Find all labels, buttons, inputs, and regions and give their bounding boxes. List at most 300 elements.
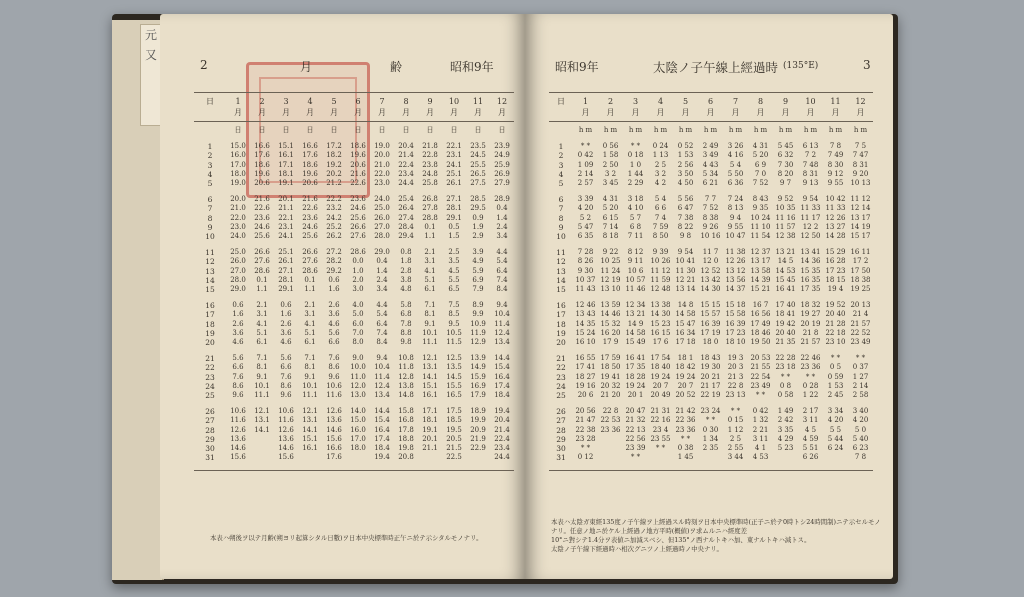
moon-age-cell: 23.0 xyxy=(230,222,246,231)
transit-day-number: 7 xyxy=(558,204,564,214)
transit-day-number: 1 xyxy=(558,142,564,152)
right-footnote-line-1: 本表ハ太陰ガ東經135度ノ子午線ヲ上經過スル時刻ヲ日本中央標準時(正子ニ於テ0時トシ24時間制)ニテ示セルモノナリ。任意ノ地ニ於ケル上經過ノ地方平時(概値)ヲ求ムルニハ經度差 xyxy=(551,518,881,535)
moon-age-cell: 10.0 xyxy=(350,363,366,372)
moon-age-cell: 17.1 xyxy=(278,160,294,169)
moon-age-row-day-9 xyxy=(194,223,514,232)
moon-age-cell: 20.5 xyxy=(446,434,462,443)
moon-age-cell: 6.8 xyxy=(400,310,412,319)
transit-month-suffix: 月 xyxy=(631,108,640,117)
transit-cell: 11 24 xyxy=(600,266,621,275)
moon-age-cell: 19.0 xyxy=(374,142,390,151)
transit-group-gap xyxy=(549,241,873,248)
transit-cell: 10 16 xyxy=(700,232,721,241)
moon-age-day-number: 8 xyxy=(207,213,213,223)
transit-cell: * * xyxy=(580,142,591,151)
moon-age-cell: 29.2 xyxy=(326,266,342,275)
transit-cell: 18 10 xyxy=(725,338,746,347)
moon-age-cell: 20.1 xyxy=(278,195,294,204)
transit-row-day-20 xyxy=(549,338,873,347)
moon-age-day-number: 17 xyxy=(205,310,215,320)
moon-age-cell: 29.4 xyxy=(398,232,414,241)
transit-cell: 17 18 xyxy=(675,338,696,347)
transit-month-number: 6 xyxy=(707,97,714,106)
transit-cell: 12 26 xyxy=(825,213,846,222)
transit-cell: 5 7 xyxy=(629,213,642,222)
moon-age-row-day-6 xyxy=(194,195,514,204)
transit-cell: 20 53 xyxy=(750,354,771,363)
transit-cell: 8 31 xyxy=(802,169,819,178)
moon-age-day-number: 3 xyxy=(207,160,213,170)
right-year: 昭和9年 xyxy=(555,60,599,74)
moon-age-row-day-12 xyxy=(194,257,514,266)
moon-age-cell: 10.6 xyxy=(278,407,294,416)
transit-cell: 22 8 xyxy=(602,407,619,416)
transit-cell: 2 45 xyxy=(827,391,844,400)
open-book xyxy=(112,14,898,584)
moon-age-cell: 16.6 xyxy=(326,444,342,453)
moon-age-cell: 11.5 xyxy=(446,338,462,347)
transit-cell: 23 49 xyxy=(850,338,871,347)
moon-age-cell: 25.6 xyxy=(254,232,270,241)
transit-month-number: 11 xyxy=(830,97,841,106)
moon-age-cell: 12.6 xyxy=(326,407,342,416)
moon-age-month-12 xyxy=(490,93,514,121)
moon-age-row-day-29 xyxy=(194,435,514,444)
moon-age-cell: 3.6 xyxy=(280,328,292,337)
transit-cell: 9 39 xyxy=(652,248,669,257)
transit-month-number: 4 xyxy=(657,97,664,106)
transit-cell: 19 4 xyxy=(827,285,844,294)
transit-cell: 17 41 xyxy=(575,363,596,372)
moon-age-cell: 19.4 xyxy=(494,407,510,416)
transit-cell: 2 21 xyxy=(752,425,769,434)
moon-age-cell: 14.1 xyxy=(254,425,270,434)
moon-age-day-number: 1 xyxy=(207,142,213,152)
moon-age-cell: 1.4 xyxy=(496,213,508,222)
transit-month-number: 10 xyxy=(805,97,816,106)
moon-age-cell: 2.6 xyxy=(280,319,292,328)
moon-age-cell: 18.0 xyxy=(350,444,366,453)
transit-cell: 14 58 xyxy=(625,328,646,337)
moon-age-cell: 24.0 xyxy=(374,195,390,204)
moon-age-unit-label: 日 xyxy=(282,126,290,134)
transit-cell: 10 35 xyxy=(775,204,796,213)
transit-cell: 0 18 xyxy=(627,151,644,160)
moon-age-cell: 9.9 xyxy=(472,310,484,319)
transit-cell: 11 46 xyxy=(625,285,646,294)
transit-month-header xyxy=(549,93,873,122)
moon-age-cell: 16.0 xyxy=(350,425,366,434)
moon-age-cell: 24.1 xyxy=(446,160,462,169)
transit-cell: 12 38 xyxy=(775,232,796,241)
moon-age-cell: 4.9 xyxy=(472,257,484,266)
moon-age-cell: 8.6 xyxy=(328,363,340,372)
right-longitude: (135°E) xyxy=(783,61,819,71)
moon-age-cell: 14.6 xyxy=(278,444,294,453)
transit-cell: 15 18 xyxy=(725,301,746,310)
moon-age-month-number: 2 xyxy=(259,97,265,106)
transit-row-day-26 xyxy=(549,407,873,416)
transit-cell: 6 8 xyxy=(629,222,642,231)
transit-cell: 20 7 xyxy=(652,381,669,390)
transit-month-suffix: 月 xyxy=(781,108,790,117)
moon-age-cell: 15.5 xyxy=(446,381,462,390)
moon-age-row-day-21 xyxy=(194,354,514,363)
moon-age-row-day-27 xyxy=(194,416,514,425)
transit-row-day-15 xyxy=(549,285,873,294)
transit-cell: 5 47 xyxy=(577,222,594,231)
transit-row-day-25 xyxy=(549,391,873,400)
moon-age-cell: 17.4 xyxy=(374,434,390,443)
transit-unit-label: h m xyxy=(653,126,668,134)
moon-age-day-number: 5 xyxy=(207,179,213,189)
transit-cell: 11 12 xyxy=(650,266,671,275)
moon-age-cell: 19.0 xyxy=(230,179,246,188)
moon-age-cell: 25.5 xyxy=(470,160,486,169)
moon-age-cell: 2.9 xyxy=(472,232,484,241)
transit-cell: 3 40 xyxy=(852,407,869,416)
transit-cell: 9 7 xyxy=(779,179,792,188)
transit-cell: 13 42 xyxy=(700,275,721,284)
moon-age-cell: 9.0 xyxy=(352,354,364,363)
moon-age-cell: 26.6 xyxy=(254,248,270,257)
transit-cell: 1 53 xyxy=(677,151,694,160)
transit-cell: 16 39 xyxy=(725,319,746,328)
transit-cell: 4 20 xyxy=(827,416,844,425)
moon-age-cell: 22.5 xyxy=(446,453,462,462)
moon-age-cell: 6.0 xyxy=(352,319,364,328)
moon-age-cell: 23.6 xyxy=(254,213,270,222)
moon-age-month-number: 10 xyxy=(448,97,460,106)
transit-cell: 18 0 xyxy=(702,338,719,347)
transit-cell: 13 56 xyxy=(725,275,746,284)
transit-cell: 8 31 xyxy=(852,160,869,169)
transit-cell: 21 8 xyxy=(802,328,819,337)
moon-age-cell: 13.6 xyxy=(230,434,246,443)
moon-age-cell: 14.6 xyxy=(230,444,246,453)
moon-age-cell: 16.4 xyxy=(494,372,510,381)
transit-month-number: 5 xyxy=(682,97,689,106)
transit-cell: 8 26 xyxy=(577,257,594,266)
transit-cell: 23 55 xyxy=(650,434,671,443)
moon-age-cell: 5.6 xyxy=(328,328,340,337)
moon-age-cell: 19.2 xyxy=(326,160,342,169)
moon-age-cell: 2.6 xyxy=(232,319,244,328)
transit-cell: 23 49 xyxy=(750,381,771,390)
transit-cell: 14 36 xyxy=(800,257,821,266)
moon-age-cell xyxy=(250,453,274,462)
moon-age-cell: 3.0 xyxy=(352,285,364,294)
moon-age-cell: 19.6 xyxy=(350,151,366,160)
moon-age-cell: 24.0 xyxy=(230,232,246,241)
moon-age-cell: 18.1 xyxy=(278,169,294,178)
transit-row-day-13 xyxy=(549,267,873,276)
moon-age-cell: 1.6 xyxy=(232,310,244,319)
transit-cell: 4 31 xyxy=(752,142,769,151)
transit-cell: 2 14 xyxy=(852,381,869,390)
transit-cell: 7 8 xyxy=(854,453,867,462)
transit-cell: 20 52 xyxy=(675,391,696,400)
transit-cell: 9 20 xyxy=(852,169,869,178)
moon-age-cell: 10.8 xyxy=(398,354,414,363)
transit-cell: 21 28 xyxy=(825,319,846,328)
moon-age-cell: 27.1 xyxy=(278,266,294,275)
moon-age-cell: 11.0 xyxy=(350,372,366,381)
moon-age-row-day-26 xyxy=(194,407,514,416)
moon-age-cell: 1.9 xyxy=(472,222,484,231)
transit-cell: 7 59 xyxy=(652,222,669,231)
moon-age-cell: 20.9 xyxy=(470,425,486,434)
transit-row-day-1 xyxy=(549,142,873,151)
transit-row-day-9 xyxy=(549,223,873,232)
transit-cell: 0 58 xyxy=(777,391,794,400)
transit-cell: 3 45 xyxy=(602,179,619,188)
transit-day-number: 9 xyxy=(558,222,564,232)
moon-age-cell: 7.4 xyxy=(496,275,508,284)
moon-age-cell: 22.6 xyxy=(302,204,318,213)
transit-cell: 20 40 xyxy=(825,310,846,319)
transit-month-number: 3 xyxy=(632,97,639,106)
transit-row-day-18 xyxy=(549,320,873,329)
right-title: 太陰ノ子午線上經過時 xyxy=(653,60,779,75)
moon-age-cell: 6.6 xyxy=(232,363,244,372)
moon-age-cell: 7.4 xyxy=(376,328,388,337)
transit-cell: 2 17 xyxy=(802,407,819,416)
moon-age-cell: 10.9 xyxy=(470,319,486,328)
transit-cell: 21 3 xyxy=(727,372,744,381)
moon-age-cell: 12.1 xyxy=(254,407,270,416)
left-page xyxy=(160,14,525,579)
transit-cell: 6 36 xyxy=(727,179,744,188)
transit-cell: 16 41 xyxy=(625,354,646,363)
transit-cell: 17 40 xyxy=(775,301,796,310)
moon-age-cell: 11.4 xyxy=(374,372,390,381)
moon-age-cell: 28.4 xyxy=(398,222,414,231)
transit-row-day-4 xyxy=(549,170,873,179)
moon-age-cell: 28.0 xyxy=(374,232,390,241)
moon-age-unit-label: 日 xyxy=(426,126,434,134)
moon-age-month-suffix: 月 xyxy=(474,108,482,117)
transit-cell: 12 46 xyxy=(575,301,596,310)
transit-cell: 17 54 xyxy=(650,354,671,363)
transit-cell: 20 32 xyxy=(600,381,621,390)
moon-age-cell: 27.4 xyxy=(398,213,414,222)
moon-age-cell: 13.5 xyxy=(446,363,462,372)
transit-cell: 7 4 xyxy=(654,213,667,222)
moon-age-cell: 19.8 xyxy=(398,444,414,453)
transit-cell: 21 20 xyxy=(600,391,621,400)
moon-age-month-5 xyxy=(322,93,346,121)
transit-cell: 23 13 xyxy=(725,391,746,400)
moon-age-cell: 16.1 xyxy=(278,151,294,160)
moon-age-month-number: 5 xyxy=(331,97,337,106)
moon-age-row-day-4 xyxy=(194,170,514,179)
transit-cell: 16 41 xyxy=(775,285,796,294)
moon-age-cell: 1.4 xyxy=(376,266,388,275)
moon-age-group-gap xyxy=(194,241,514,248)
moon-age-cell: 15.9 xyxy=(470,372,486,381)
transit-cell: 22 52 xyxy=(850,328,871,337)
transit-cell: 23 36 xyxy=(600,425,621,434)
moon-age-row-day-1 xyxy=(194,142,514,151)
moon-age-cell: 6.4 xyxy=(376,319,388,328)
moon-age-month-suffix: 月 xyxy=(306,108,314,117)
transit-cell: 7 24 xyxy=(727,195,744,204)
transit-cell: 9 11 xyxy=(627,257,644,266)
transit-day-number: 4 xyxy=(558,169,564,179)
moon-age-day-number: 18 xyxy=(205,319,215,329)
transit-cell: 3 39 xyxy=(577,195,594,204)
moon-age-cell: 8.1 xyxy=(424,310,436,319)
transit-cell: 22 16 xyxy=(650,416,671,425)
moon-age-cell: 14.6 xyxy=(326,425,342,434)
moon-age-cell: 17.8 xyxy=(398,425,414,434)
previous-page-edge xyxy=(112,20,164,580)
transit-day-number: 10 xyxy=(556,232,566,242)
moon-age-unit-label: 日 xyxy=(330,126,338,134)
transit-cell: 17 35 xyxy=(800,285,821,294)
transit-cell: 12 50 xyxy=(800,232,821,241)
transit-cell: 19 24 xyxy=(625,381,646,390)
transit-row-day-22 xyxy=(549,363,873,372)
moon-age-cell xyxy=(466,453,490,462)
moon-age-cell: 12.8 xyxy=(398,372,414,381)
transit-cell: * * xyxy=(830,354,841,363)
moon-age-cell: 7.0 xyxy=(352,328,364,337)
transit-cell: 4 31 xyxy=(602,195,619,204)
transit-cell: 13 21 xyxy=(625,310,646,319)
moon-age-cell: 21.4 xyxy=(494,425,510,434)
moon-age-cell: 9.6 xyxy=(232,391,244,400)
moon-age-cell: 21.0 xyxy=(230,204,246,213)
transit-day-number: 11 xyxy=(556,248,566,258)
moon-age-cell: 7.6 xyxy=(280,372,292,381)
transit-month-suffix: 月 xyxy=(731,108,740,117)
moon-age-day-number: 16 xyxy=(205,301,215,311)
moon-age-cell: 1.6 xyxy=(328,285,340,294)
transit-month-suffix: 月 xyxy=(856,108,865,117)
transit-day-number: 14 xyxy=(556,275,566,285)
moon-age-cell: 5.1 xyxy=(256,328,268,337)
moon-age-cell: 22.0 xyxy=(230,213,246,222)
moon-age-day-number: 9 xyxy=(207,222,213,232)
moon-age-cell: 21.0 xyxy=(374,160,390,169)
moon-age-cell: 2.1 xyxy=(256,301,268,310)
transit-cell: 14 37 xyxy=(725,285,746,294)
transit-unit-label: h m xyxy=(603,126,618,134)
moon-age-cell: 7.1 xyxy=(424,301,436,310)
transit-day-number: 8 xyxy=(558,213,564,223)
transit-cell: 9 26 xyxy=(702,222,719,231)
moon-age-cell: 23.2 xyxy=(326,204,342,213)
moon-age-cell: 4.1 xyxy=(304,319,316,328)
moon-age-cell xyxy=(298,453,322,462)
transit-month-number: 2 xyxy=(607,97,614,106)
moon-age-cell: 12.6 xyxy=(230,425,246,434)
moon-age-cell: 18.9 xyxy=(470,407,486,416)
moon-age-cell: 13.1 xyxy=(302,416,318,425)
moon-age-cell: 28.6 xyxy=(350,248,366,257)
moon-age-cell: 9.4 xyxy=(376,354,388,363)
transit-cell: 4 5 xyxy=(804,425,817,434)
transit-cell: 19 41 xyxy=(600,372,621,381)
transit-cell: 20 21 xyxy=(700,372,721,381)
moon-age-cell: 17.1 xyxy=(422,407,438,416)
transit-cell: 8 20 xyxy=(777,169,794,178)
transit-cell: 4 29 xyxy=(777,434,794,443)
left-title-moon: 月 xyxy=(300,60,313,74)
transit-month-10 xyxy=(798,93,823,121)
transit-cell: 19 42 xyxy=(775,319,796,328)
transit-cell: 3 2 xyxy=(604,169,617,178)
moon-age-cell: 15.8 xyxy=(398,407,414,416)
transit-month-4 xyxy=(648,93,673,121)
moon-age-cell: 22.4 xyxy=(398,160,414,169)
transit-cell: 4 2 xyxy=(654,179,667,188)
transit-cell: 0 5 xyxy=(829,363,842,372)
moon-age-cell: 14.8 xyxy=(398,391,414,400)
transit-cell: 1 58 xyxy=(602,151,619,160)
moon-age-cell: 26.5 xyxy=(470,169,486,178)
transit-cell: 4 16 xyxy=(727,151,744,160)
moon-age-cell: 24.1 xyxy=(278,232,294,241)
moon-age-cell: 22.9 xyxy=(470,444,486,453)
moon-age-cell: 14.4 xyxy=(494,354,510,363)
moon-age-cell: 21.9 xyxy=(470,434,486,443)
moon-age-cell: 15.1 xyxy=(278,142,294,151)
moon-age-cell: 2.4 xyxy=(376,275,388,284)
moon-age-cell: 21.5 xyxy=(446,444,462,453)
transit-cell: 15 23 xyxy=(650,319,671,328)
transit-cell: 4 1 xyxy=(754,444,767,453)
moon-age-month-suffix: 月 xyxy=(354,108,362,117)
moon-age-cell: 27.5 xyxy=(470,179,486,188)
transit-cell: 2 56 xyxy=(677,160,694,169)
moon-age-cell: 21.6 xyxy=(254,195,270,204)
moon-age-cell: 21.1 xyxy=(278,204,294,213)
transit-unit-label: h m xyxy=(678,126,693,134)
moon-age-cell: 19.6 xyxy=(302,169,318,178)
transit-month-suffix: 月 xyxy=(806,108,815,117)
transit-month-suffix: 月 xyxy=(606,108,615,117)
moon-age-month-6 xyxy=(346,93,370,121)
transit-cell: 0 8 xyxy=(779,381,792,390)
moon-age-cell: 26.8 xyxy=(422,195,438,204)
transit-cell: * * xyxy=(755,391,766,400)
moon-age-cell: 3.9 xyxy=(472,248,484,257)
moon-age-cell: 5.5 xyxy=(448,275,460,284)
transit-cell: 7 47 xyxy=(852,151,869,160)
transit-cell: 0 15 xyxy=(727,416,744,425)
transit-unit-label: h m xyxy=(778,126,793,134)
moon-age-cell: 4.1 xyxy=(424,266,436,275)
moon-age-cell: 8.4 xyxy=(376,338,388,347)
transit-cell: 13 58 xyxy=(750,266,771,275)
moon-age-cell: 28.5 xyxy=(470,195,486,204)
moon-age-cell: 18.4 xyxy=(494,391,510,400)
moon-age-cell: 15.6 xyxy=(278,453,294,462)
transit-cell: 19 24 xyxy=(650,372,671,381)
transit-unit-spacer xyxy=(549,126,573,135)
moon-age-cell: 22.6 xyxy=(350,179,366,188)
transit-month-9 xyxy=(773,93,798,121)
transit-end-gap xyxy=(549,463,873,470)
transit-cell: 11 30 xyxy=(675,266,696,275)
transit-cell: 4 50 xyxy=(677,179,694,188)
moon-age-cell: 20.6 xyxy=(302,179,318,188)
moon-age-cell: 27.8 xyxy=(422,204,438,213)
transit-cell: 18 41 xyxy=(775,310,796,319)
